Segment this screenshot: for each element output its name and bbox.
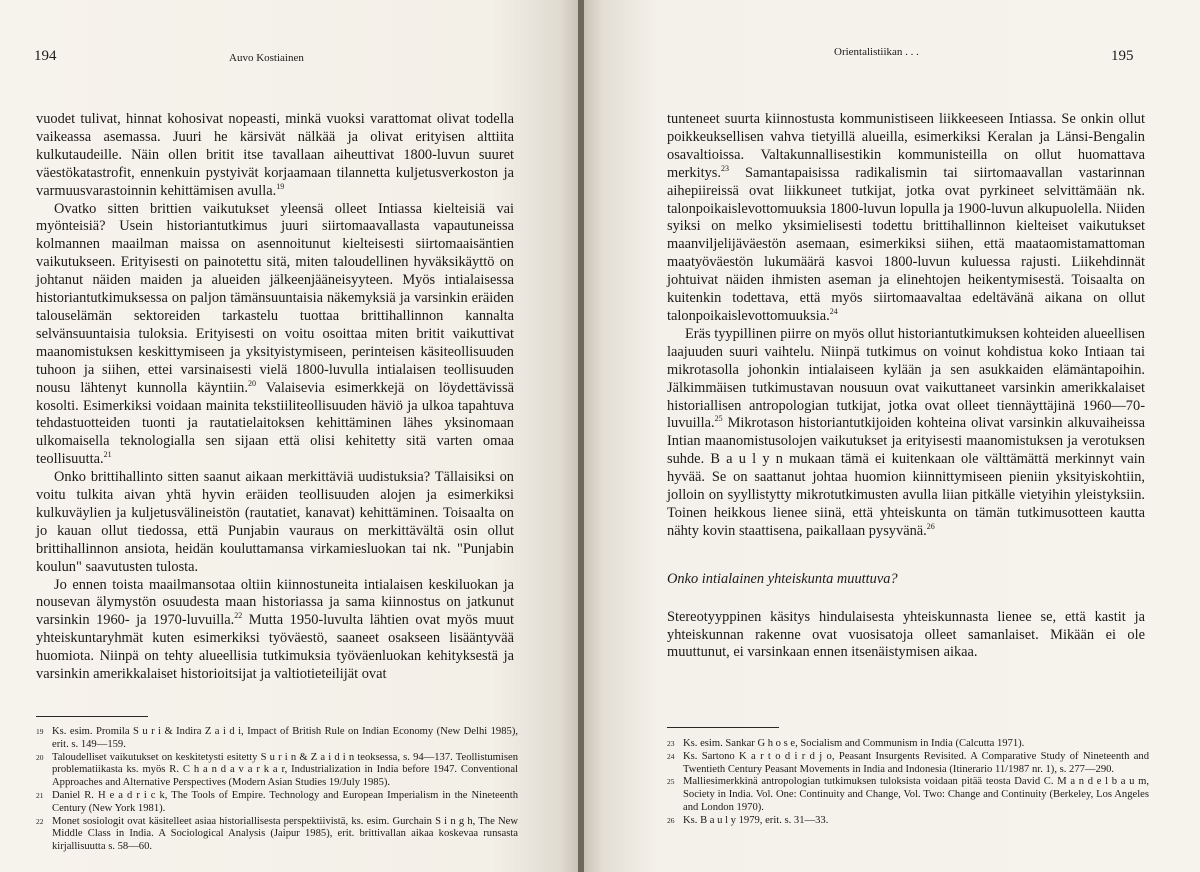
body-text: [36, 111, 514, 684]
paragraph: Jo ennen toista maailmansotaa oltiin kiinnostuneita intialaisen keskiluokan ja nousevan älymystön osuudesta maan historiassa ja sama kiinnostus on jatkunut varsinkin 1960- ja 1970-luvuilla.$^{22}$ Mutta 1950-luvulta lähtien ovat myös muut yhteiskuntaryhmät kuten esimerkiksi työväestö, saaneet osakseen lisääntyvää huomiota. Niinpä on tehty alueellisia tutkimuksia työväenluokan kehityksestä ja varsinkin amerikkalaiset historioitsijat ja valtiotieteilijät ovat: [36, 576, 514, 683]
body-text: [667, 111, 1145, 662]
footnote: 23 Ks. esim. Sankar G h o s e, Socialism and Communism in India (Calcutta 1971).: [667, 738, 1025, 749]
paragraph: Onko brittihallinto sitten saanut aikaan merkittäviä uudistuksia? Tällaisiksi on voitu tulkita aivan yhtä hyvin eräiden teollisuuden alojen ja esimerkiksi kulkuväylien ja kuljetusvälineistön (rautatiet, kanavat) kehittäminen. Toisaalta on jo kauan ollut tiedossa, että Punjabin vauraus on merkittävältä osin ollut brittihallinnon ansiota, heidän kouluttamansa virkamiesluokan tai nk. "Punjabin koulun" saavutusten tulosta.: [36, 469, 514, 575]
right-page: [584, 0, 1200, 872]
footnote-rule: [36, 716, 148, 717]
footnotes: [667, 738, 1149, 828]
page-number: 195: [1111, 48, 1134, 64]
footnote-ref: 26: [926, 522, 935, 532]
page-number: 194: [34, 48, 57, 64]
section-heading: Onko intialainen yhteiskunta muuttuva?: [667, 570, 898, 587]
paragraph: vuodet tulivat, hinnat kohosivat nopeasti, minkä vuoksi varattomat olivat todella vaikeassa asemassa. Juuri he kärsivät nälkää ja olivat erityisen alttiita kulkutaudeille. Näin ollen britit itse tavallaan aiheuttivat 1800-luvun suuret väestökatastrofit, ennenkuin pystyivät korjaamaan tilannetta kuljetusverkoston ja varmuusvarastoinnin kehittämisen avulla.$^{19}$: [36, 111, 514, 199]
footnote: 22 Monet sosiologit ovat käsitelleet asiaa historiallisesta perspektiivistä, ks. esim. Gurchain S i n g h, The New Middle Class in India. A Sociological Analysis (Jaipur 1985), erit. brittivallan aikaa koskevaa runsasta kirjallisuutta s. 58—60.: [36, 815, 518, 853]
paragraph: Stereotyyppinen käsitys hindulaisesta yhteiskunnasta lienee se, että kastit ja yhteiskunnan rakenne ovat vuosisatoja olleet samanlaiset. Mikään ei ole muuttunut, ei varsinkaan ennen itsenäistymisen aikaa.: [667, 608, 1145, 661]
running-head: Orientalistiikan . . .: [834, 46, 919, 58]
footnote: 21 Daniel R. H e a d r i c k, The Tools of Empire. Technology and European Imperialism in the Nineteenth Century (New York 1981).: [36, 789, 518, 814]
footnote-ref: 21: [103, 450, 112, 460]
footnote-rule: [667, 727, 779, 728]
footnote: 24 Ks. Sartono K a r t o d i r d j o, Peasant Insurgents Revisited. A Comparative Study of Nineteenth and Twentieth Century Peasant Movements in India and Indonesia (Itinerario 11/1987 nr. 1), s. 277—290.: [667, 750, 1149, 775]
footnote-ref: 19: [276, 181, 285, 191]
paragraph: Ovatko sitten brittien vaikutukset yleensä olleet Intiassa kielteisiä vai myönteisiä? Usein historiantutkimus juuri siirtomaavallasta vapautuneissa kolmannen maailman maissa on asennoitunut kielteisesti siirtomaaisäntien vaikutukseen. Erityisesti on painotettu sitä, miten taloudellinen hyväksikäyttö on johtanut näiden maiden ja alueiden jälkeenjääneisyyteen. Myös intialaisessa historiantutkimuksessa on paljon tämänsuuntaisia näkemyksiä ja varsinkin eräiden talouselämän sektoreiden tarkastelu tuottaa brittihallinnon kannalta selvänsuuntaisia tuloksia. Erityisesti on voitu osoittaa miten britit vaikuttivat maanomistuksen keskittymiseen ja yksityistymiseen, perinteisen käsiteollisuuden tuhoon ja siihen, ettei varsinaisesti vielä 1800-luvulla intialaisen teollisuuden nousu lähtenyt kunnolla käyntiin.$^{20}$ Valaisevia esimerkkejä on löydettävissä kosolti. Esimerkiksi voidaan mainita tekstiiliteollisuuden häviö ja ulkoa tapahtuva tehdastuotteiden tuonti ja rautatielaitoksen kehittäminen lähes yksinomaan ulkomaisella teknologialla sen sijaan että olisi kehitetty sitä varten omaa teollisuutta.$^{21}$: [36, 200, 514, 468]
left-page: [0, 0, 578, 872]
running-head: Auvo Kostiainen: [229, 52, 304, 64]
paragraph: tunteneet suurta kiinnostusta kommunistiseen liikkeeseen Intiassa. Se onkin ollut poikkeuksellisen vahva tietyillä alueilla, esimerkiksi Keralan ja Länsi-Bengalin osavaltioissa. Valtakunnallisestikin kommunisteilla on ollut huomattava merkitys.$^{23}$ Samantapaisissa radikalismin tai siirtomaavallan vastarinnan aihepiireissä ovat liikkuneet tutkijat, jotka ovat pyrkineet selvittämään nk. talonpoikaislevottomuuksia 1800-luvun lopulla ja 1900-luvun alkupuolella. Niiden syiksi on melko yksimielisesti todettu brittihallinnon kielteiset vaikutukset maanviljelijäväestön asemaan, esimerkiksi siihen, että maataomistamattoman maatyöväestön lukumäärä kasvoi 1800-luvun kuluessa rajusti. Liikehdinnät johtuivat näiden ihmisten aseman ja elinehtojen heikentymisestä. Toisaalta on kuitenkin todettava, että myös siirtomaavaltaa edeltävänä aikana on ollut talonpoikaislevottomuuksia.$^{24}$: [667, 111, 1145, 324]
paragraph: Eräs tyypillinen piirre on myös ollut historiantutkimuksen kohteiden alueellisen laajuuden suuri vaihtelu. Niinpä tutkimus on voinut kohdistua koko Intiaan tai mikrotasolla johonkin intialaiseen kylään ja sen asukkaiden elämäntapoihin. Jälkimmäisen tutkimustavan nousuun ovat vaikuttaneet varsinkin amerikkalaiset historiallisen antropologian tutkijat, jotka ovat olleet tiennäyttäjinä 1960—70-luvuilla.$^{25}$ Mikrotason historiantutkijoiden kohteina olivat varsinkin alkuvaiheissa Intian maanomistusolojen vaikutukset ja erityisesti maanomistuksen ja verotuksen suhde. B a u l y n mukaan tämä ei kuitenkaan ole välttämättä merkinnyt vain hyvää. Se on saattanut johtaa huomion kiinnittymiseen pieniin yksityiskohtiin, jolloin on syyllistytty mikrotutkimusten avulla liian pitkälle vietyihin yleistyksiin. Toinen heikkous lienee siinä, että yhteiskunta on tämän tutkimusotteen kautta nähty kovin staattisena, paikallaan pysyvänä.$^{26}$: [667, 325, 1145, 539]
footnote: 19 Ks. esim. Promila S u r i & Indira Z a i d i, Impact of British Rule on Indian Economy (New Delhi 1985), erit. s. 149—159.: [36, 726, 518, 750]
footnotes: [36, 726, 518, 854]
footnote: 26 Ks. B a u l y 1979, erit. s. 31—33.: [667, 814, 829, 826]
footnote-ref: 23: [720, 163, 729, 173]
footnote-ref: 25: [714, 414, 723, 424]
footnote-ref: 20: [247, 378, 256, 388]
footnote-ref: 24: [829, 307, 838, 317]
footnote-ref: 22: [234, 611, 243, 621]
footnote: 25 Malliesimerkkinä antropologian tutkimuksen tuloksista voidaan pitää teosta David C. M a n d e l b a u m, Society in India. Vol. One: Continuity and Change, Vol. Two: Change and Continuity (Berkeley, Los Angeles and London 1970).: [667, 776, 1149, 813]
footnote: 20 Taloudelliset vaikutukset on keskitetysti esitetty S u r i n & Z a i d i n teoksessa, s. 94—137. Teollistumisen problematiikasta ks. myös R. C h a n d a v a r k a r, Industrialization in India before 1947. Conventional Approaches and Alternative Perspectives (Modern Asian Studies 19/July 1985).: [36, 751, 518, 789]
